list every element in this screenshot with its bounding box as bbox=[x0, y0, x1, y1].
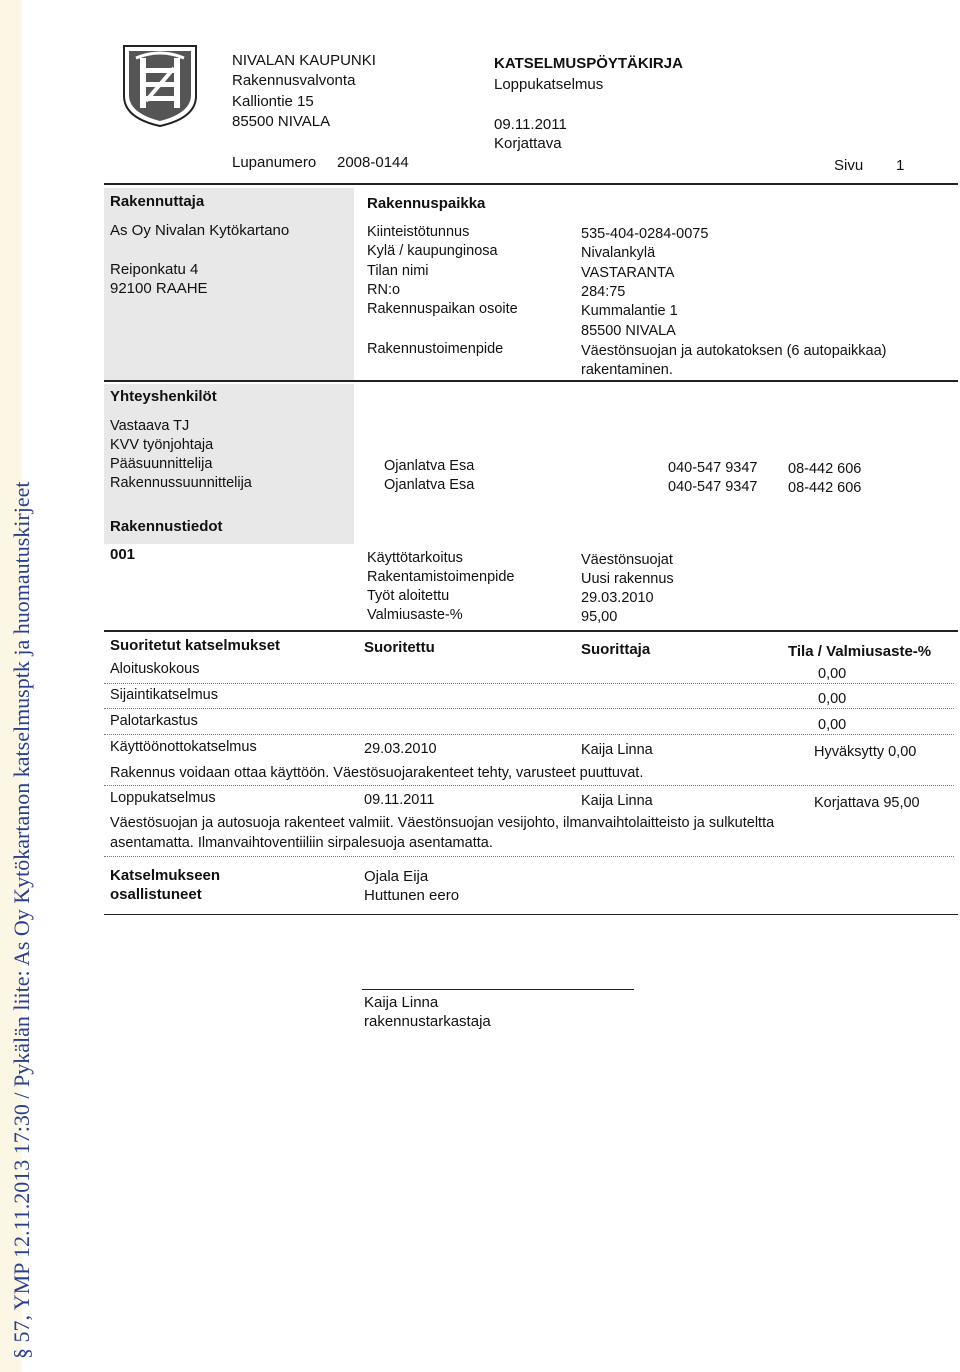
signatory-name: Kaija Linna bbox=[364, 994, 439, 1011]
contact-name: Ojanlatva Esa bbox=[384, 477, 475, 493]
contact-name: Ojanlatva Esa bbox=[384, 458, 475, 474]
building-label: Rakentamistoimenpide bbox=[367, 569, 515, 585]
contacts-heading: Yhteyshenkilöt bbox=[110, 388, 217, 405]
header-rule bbox=[104, 183, 958, 185]
inspection-status: Korjattava 95,00 bbox=[814, 795, 920, 811]
site-label: RN:o bbox=[367, 282, 401, 298]
page-number: 1 bbox=[896, 157, 905, 174]
participant-name: Huttunen eero bbox=[364, 887, 460, 904]
builder-street: Reiponkatu 4 bbox=[110, 261, 199, 278]
org-street: Kalliontie 15 bbox=[232, 93, 314, 110]
builder-name: As Oy Nivalan Kytökartano bbox=[110, 222, 290, 239]
contact-phone2: 08-442 606 bbox=[788, 480, 862, 496]
inspection-note-continued: asentamatta. Ilmanvaihtoventiiliin sirpalesuoja asentamatta. bbox=[110, 835, 493, 851]
participants-heading: Katselmukseen bbox=[110, 867, 221, 884]
inspection-status: 0,00 bbox=[818, 691, 847, 707]
contact-phone: 040-547 9347 bbox=[668, 460, 758, 476]
signature-line bbox=[362, 989, 634, 990]
site-value: Kummalantie 1 bbox=[581, 303, 678, 319]
inspection-name: Sijaintikatselmus bbox=[110, 687, 218, 703]
page-label: Sivu bbox=[834, 157, 864, 174]
contact-phone: 040-547 9347 bbox=[668, 479, 758, 495]
building-label: Käyttötarkoitus bbox=[367, 550, 463, 566]
site-value: 284:75 bbox=[581, 284, 626, 300]
inspection-done: 29.03.2010 bbox=[364, 741, 437, 757]
document-subtitle: Loppukatselmus bbox=[494, 76, 604, 93]
contact-role: Rakennussuunnittelija bbox=[110, 475, 252, 491]
site-value: Väestönsuojan ja autokatoksen (6 autopaikkaa) bbox=[581, 343, 887, 359]
participants-heading-2: osallistuneet bbox=[110, 886, 202, 903]
archive-stamp-text: § 57, YMP 12.11.2013 17:30 / Pykälän liite: As Oy Kytökartanon katselmusptk ja huomautuskirjeet bbox=[9, 481, 34, 1359]
inspection-by: Kaija Linna bbox=[581, 793, 653, 809]
building-id: 001 bbox=[110, 546, 136, 563]
building-label: Valmiusaste-% bbox=[367, 607, 463, 623]
permit-label: Lupanumero bbox=[232, 154, 317, 171]
org-department: Rakennusvalvonta bbox=[232, 72, 356, 89]
inspection-by: Kaija Linna bbox=[581, 742, 653, 758]
row-divider bbox=[104, 785, 954, 786]
site-label: Kiinteistötunnus bbox=[367, 224, 470, 240]
site-value: 85500 NIVALA bbox=[581, 323, 676, 339]
site-label: Kylä / kaupunginosa bbox=[367, 243, 498, 259]
building-value: Väestönsuojat bbox=[581, 552, 673, 568]
org-name: NIVALAN KAUPUNKI bbox=[232, 52, 376, 69]
inspection-name: Aloituskokous bbox=[110, 661, 200, 677]
row-divider bbox=[104, 708, 954, 709]
inspection-note: Väestösuojan ja autosuoja rakenteet valmiit. Väestönsuojan vesijohto, ilmanvaihtolaitteisto ja sulkuteltta bbox=[110, 815, 775, 831]
signatory-title: rakennustarkastaja bbox=[364, 1013, 491, 1030]
site-value: Nivalankylä bbox=[581, 245, 656, 261]
col-header-done: Suoritettu bbox=[364, 639, 435, 656]
inspection-status: 0,00 bbox=[818, 717, 847, 733]
building-value: 95,00 bbox=[581, 609, 618, 625]
building-label: Työt aloitettu bbox=[367, 588, 450, 604]
participants-rule bbox=[104, 914, 958, 915]
building-value: 29.03.2010 bbox=[581, 590, 654, 606]
contact-role: Pääsuunnittelija bbox=[110, 456, 213, 472]
site-value: rakentaminen. bbox=[581, 362, 673, 378]
col-header-status: Tila / Valmiusaste-% bbox=[788, 643, 932, 660]
site-value: VASTARANTA bbox=[581, 265, 675, 281]
inspection-name: Käyttöönottokatselmus bbox=[110, 739, 257, 755]
building-value: Uusi rakennus bbox=[581, 571, 674, 587]
contact-phone2: 08-442 606 bbox=[788, 461, 862, 477]
building-heading: Rakennustiedot bbox=[110, 518, 223, 535]
col-header-by: Suorittaja bbox=[581, 641, 651, 658]
inspection-done: 09.11.2011 bbox=[364, 792, 435, 808]
row-divider bbox=[104, 734, 954, 735]
org-postal: 85500 NIVALA bbox=[232, 113, 331, 130]
inspections-rule bbox=[104, 630, 958, 632]
inspection-status: 0,00 bbox=[818, 666, 847, 682]
permit-number: 2008-0144 bbox=[337, 154, 409, 171]
site-heading: Rakennuspaikka bbox=[367, 195, 486, 212]
municipal-crest-logo bbox=[122, 44, 198, 128]
site-value: 535-404-0284-0075 bbox=[581, 226, 709, 242]
participant-name: Ojala Eija bbox=[364, 868, 429, 885]
row-divider bbox=[104, 683, 954, 684]
site-label: Rakennustoimenpide bbox=[367, 341, 504, 357]
site-label: Rakennuspaikan osoite bbox=[367, 301, 518, 317]
contact-role: Vastaava TJ bbox=[110, 418, 190, 434]
inspection-status: Hyväksytty 0,00 bbox=[814, 744, 917, 760]
document-status: Korjattava bbox=[494, 135, 562, 152]
archive-stamp-strip bbox=[0, 0, 34, 1372]
site-rule bbox=[104, 380, 958, 382]
builder-heading: Rakennuttaja bbox=[110, 193, 205, 210]
document-date: 09.11.2011 bbox=[494, 116, 567, 133]
builder-postal: 92100 RAAHE bbox=[110, 280, 208, 297]
inspection-name: Loppukatselmus bbox=[110, 790, 216, 806]
col-header-inspection: Suoritetut katselmukset bbox=[110, 637, 281, 654]
inspection-name: Palotarkastus bbox=[110, 713, 198, 729]
contact-role: KVV työnjohtaja bbox=[110, 437, 214, 453]
site-label: Tilan nimi bbox=[367, 263, 429, 279]
inspection-note: Rakennus voidaan ottaa käyttöön. Väestösuojarakenteet tehty, varusteet puuttuvat. bbox=[110, 765, 644, 781]
document-title: KATSELMUSPÖYTÄKIRJA bbox=[494, 55, 683, 72]
row-divider bbox=[104, 856, 954, 857]
